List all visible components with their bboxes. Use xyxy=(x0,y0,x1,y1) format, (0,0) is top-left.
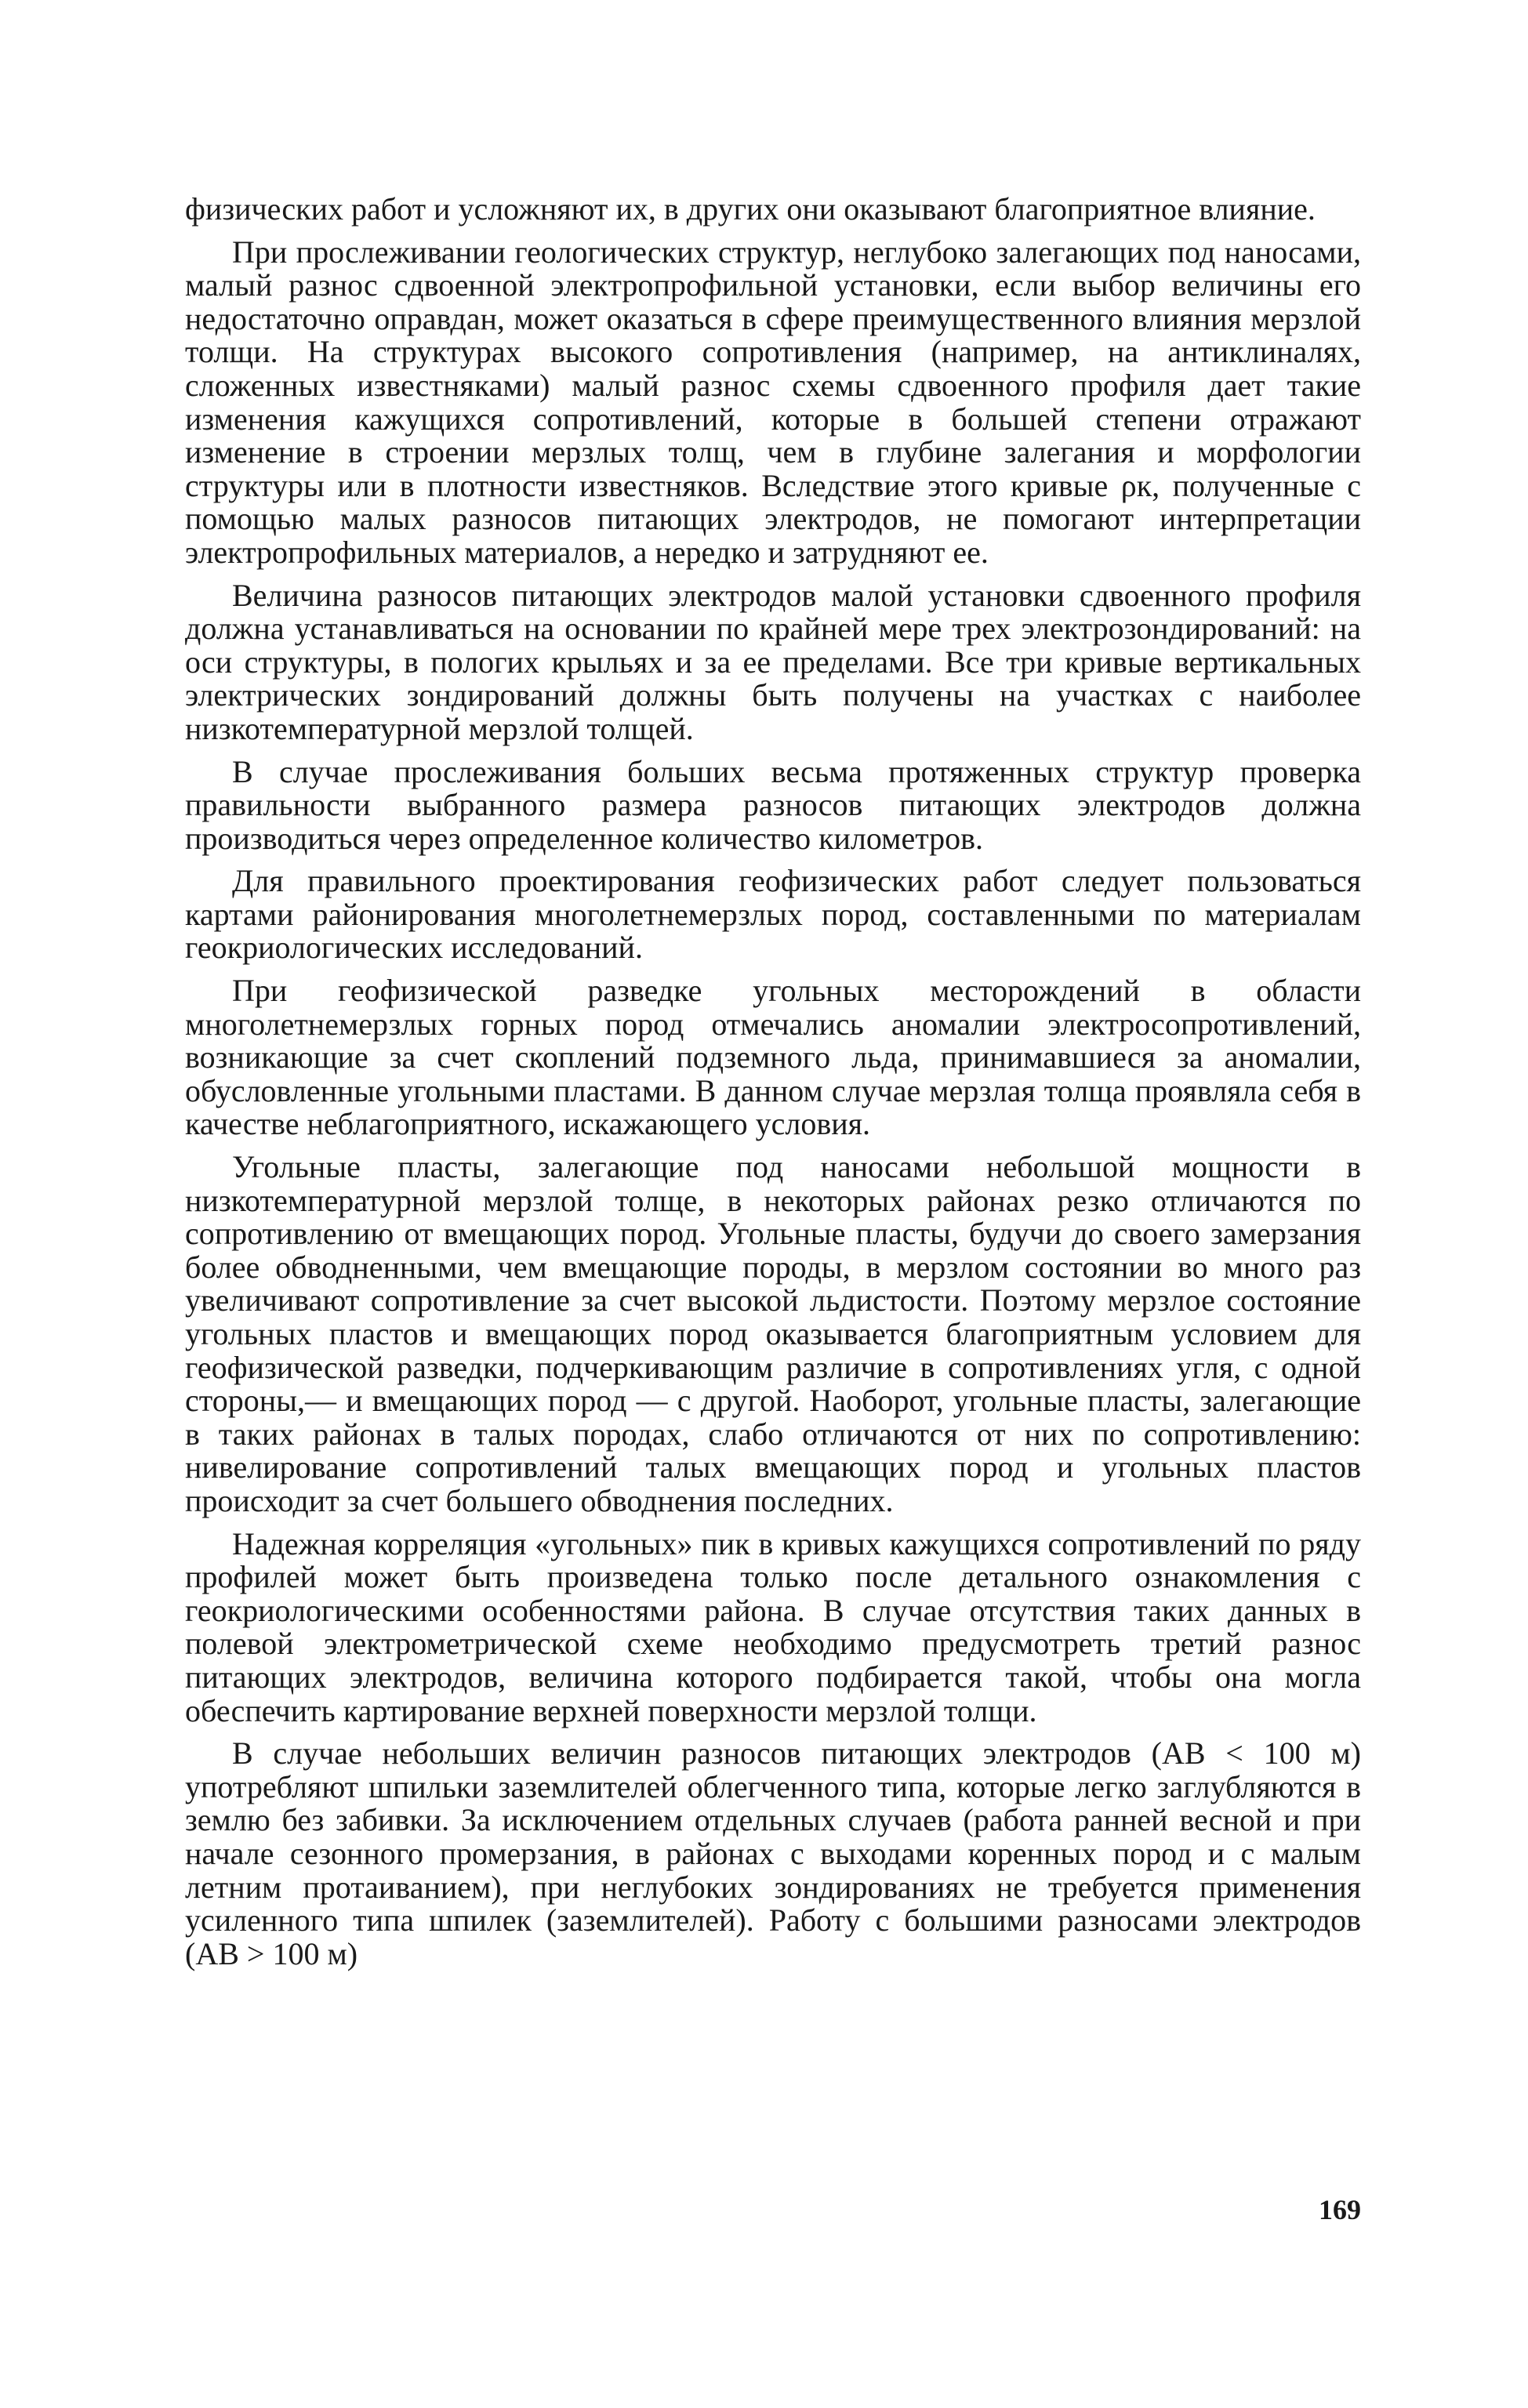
paragraph-2: При прослеживании геологических структур, неглубоко залегающих под наносами, малый разнос сдвоенной электропрофильной установки, если выбор величины его недостаточно оправдан, может оказаться в сфере преимущественного влияния мерзлой толщи. На структурах высокого сопротивления (например, на антиклиналях, сложенных известняками) малый разнос схемы сдвоенного профиля дает такие изменения кажущихся сопротивлений, которые в большей степени отражают изменение в строении мерзлых толщ, чем в глубине залегания и морфологии структуры или в плотности известняков. Вследствие этого кривые ρк, полученные с помощью малых разносов питающих электродов, не помогают интерпретации электропрофильных материалов, а нередко и затрудняют ее. xyxy=(185,234,1361,570)
paragraph-3: Величина разносов питающих электродов малой установки сдвоенного профиля должна устанавливаться на основании по крайней мере трех электрозондирований: на оси структуры, в пологих крыльях и за ее пределами. Все три кривые вертикальных электрических зондирований должны быть получены на участках с наиболее низкотемпературной мерзлой толщей. xyxy=(185,577,1361,746)
paragraph-8: Надежная корреляция «угольных» пик в кривых кажущихся сопротивлений по ряду профилей может быть произведена только после детального ознакомления с геокриологическими особенностями района. В случае отсутствия таких данных в полевой электрометрической схеме необходимо предусмотреть третий разнос питающих электродов, величина которого подбирается такой, чтобы она могла обеспечить картирование верхней поверхности мерзлой толщи. xyxy=(185,1525,1361,1728)
paragraph-1: физических работ и усложняют их, в других они оказывают благоприятное влияние. xyxy=(185,191,1316,227)
paragraph-4: В случае прослеживания больших весьма протяженных структур проверка правильности выбранного размера разносов питающих электродов должна производиться через определенное количество километров. xyxy=(185,753,1361,856)
paragraph-9: В случае небольших величин разносов питающих электродов (AB < 100 м) употребляют шпильки заземлителей облегченного типа, которые легко заглубляются в землю без забивки. За исключением отдельных случаев (работа ранней весной и при начале сезонного промерзания, в районах с выходами коренных пород и с малым летним протаиванием), при неглубоких зондированиях не требуется применения усиленного типа шпилек (заземлителей). Работу с большими разносами электродов (AB > 100 м) xyxy=(185,1735,1361,1971)
body-text xyxy=(185,193,1361,1980)
paragraph-6: При геофизической разведке угольных месторождений в области многолетнемерзлых горных пород отмечались аномалии электросопротивлений, возникающие за счет скоплений подземного льда, принимавшиеся за аномалии, обусловленные угольными пластами. В данном случае мерзлая толща проявляла себя в качестве неблагоприятного, искажающего условия. xyxy=(185,973,1361,1142)
page-number: 169 xyxy=(1319,2194,1361,2225)
paragraph-7: Угольные пласты, залегающие под наносами небольшой мощности в низкотемпературной мерзлой толще, в некоторых районах резко отличаются по сопротивлению от вмещающих пород. Угольные пласты, будучи до своего замерзания более обводненными, чем вмещающие породы, в мерзлом состоянии во много раз увеличивают сопротивление за счет высокой льдистости. Поэтому мерзлое состояние угольных пластов и вмещающих пород оказывается благоприятным условием для геофизической разведки, подчеркивающим различие в сопротивлениях угля, с одной стороны,— и вмещающих пород — с другой. Наоборот, угольные пласты, залегающие в таких районах в талых породах, слабо отличаются от них по сопротивлению: нивелирование сопротивлений талых вмещающих пород и угольных пластов происходит за счет большего обводнения последних. xyxy=(185,1149,1361,1518)
paragraph-5: Для правильного проектирования геофизических работ следует пользоваться картами районирования многолетнемерзлых пород, составленными по материалам геокриологических исследований. xyxy=(185,863,1361,966)
